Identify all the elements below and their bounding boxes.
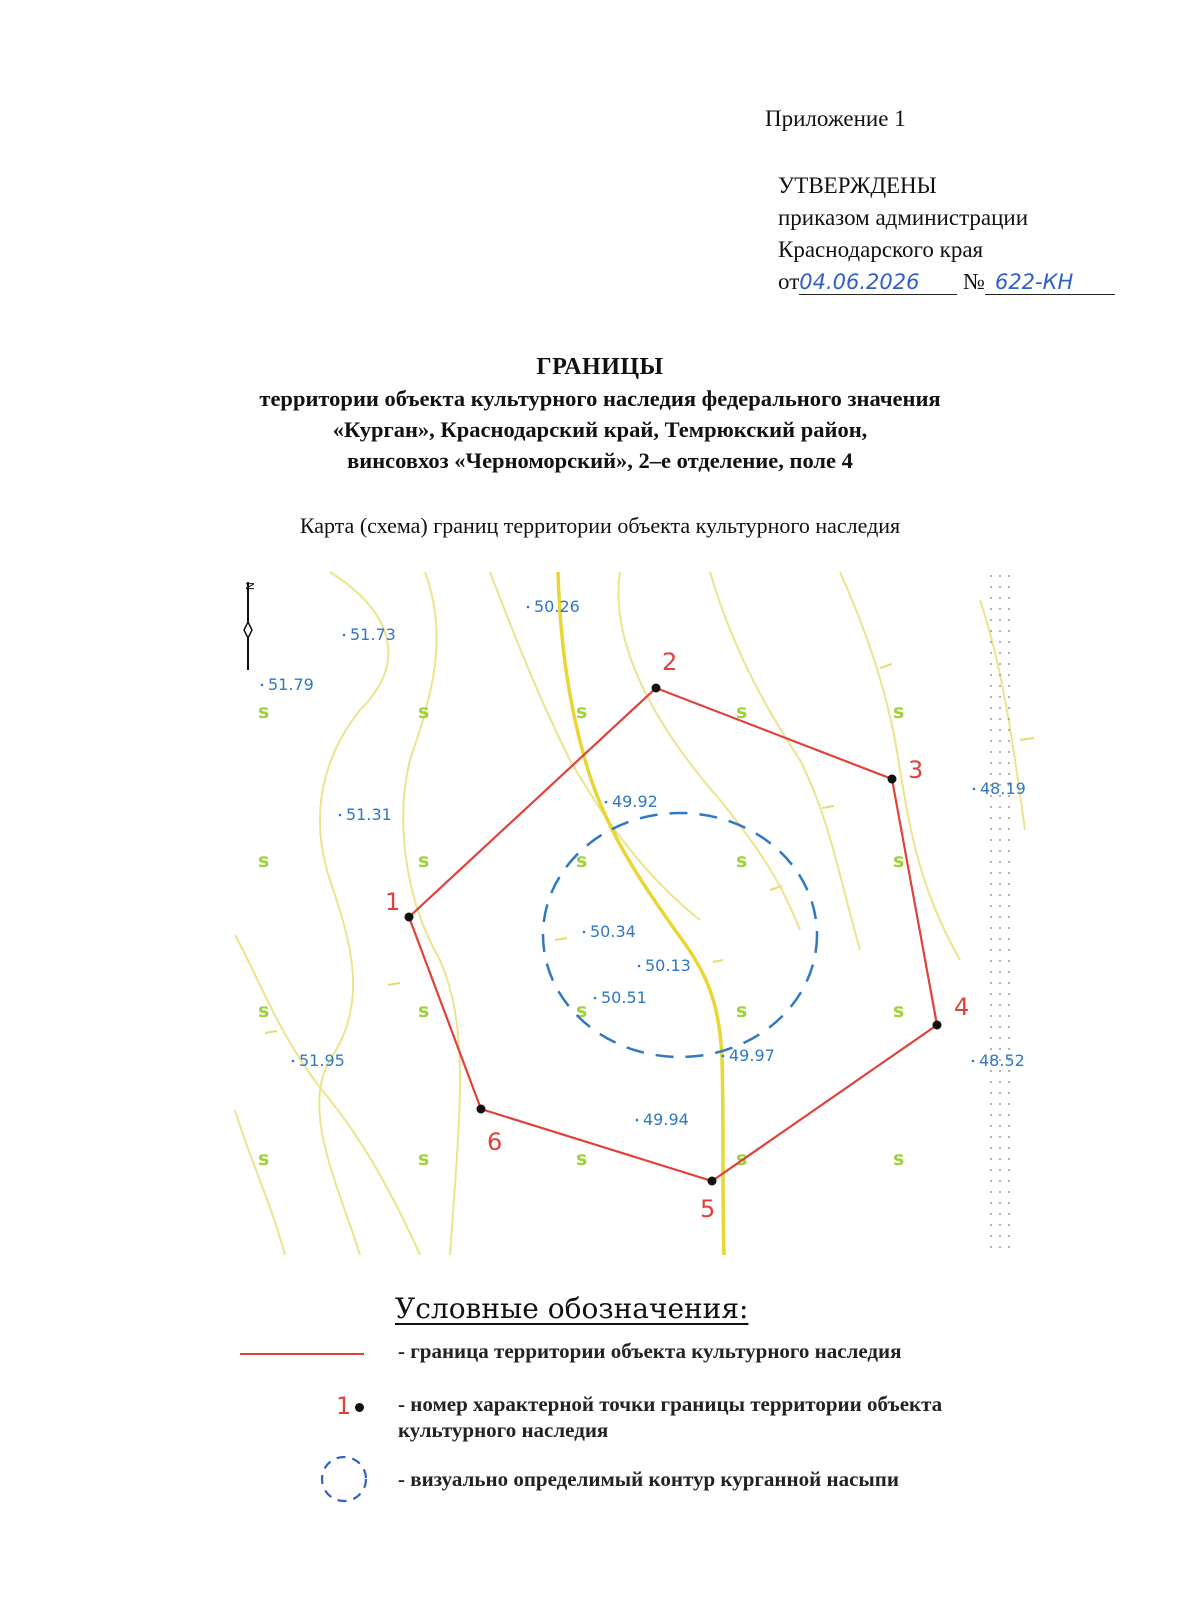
grid-dot	[990, 1180, 992, 1182]
boundary-point-number: 5	[700, 1195, 716, 1223]
legend-point-sample	[336, 1392, 364, 1420]
grid-dot	[999, 1070, 1001, 1072]
grid-dot	[990, 960, 992, 962]
grid-dot	[1008, 982, 1010, 984]
elevation-dot	[339, 814, 342, 817]
grid-dot	[990, 586, 992, 588]
grid-dot	[990, 608, 992, 610]
grid-dot	[990, 707, 992, 709]
grid-dot	[1008, 1114, 1010, 1116]
title-line-2: «Курган», Краснодарский край, Темрюкский район,	[332, 417, 868, 442]
grid-dot	[999, 586, 1001, 588]
grid-dot	[990, 894, 992, 896]
contour-tick	[822, 806, 834, 808]
grid-dot	[990, 619, 992, 621]
vegetation-symbol: ѕ	[576, 701, 588, 723]
grid-dot	[990, 740, 992, 742]
grid-dot	[999, 773, 1001, 775]
grid-dot	[1008, 916, 1010, 918]
grid-dot	[990, 1070, 992, 1072]
grid-dot	[999, 993, 1001, 995]
grid-dot	[999, 1103, 1001, 1105]
grid-dot	[1008, 1191, 1010, 1193]
grid-dot	[999, 883, 1001, 885]
grid-dot	[999, 1081, 1001, 1083]
grid-dot	[999, 1147, 1001, 1149]
grid-dot	[990, 872, 992, 874]
document-title	[0, 352, 1200, 476]
legend-mound-text: - визуально определимый контур курганной насыпи	[398, 1467, 899, 1491]
contour-tick	[555, 938, 567, 940]
grid-dot	[990, 729, 992, 731]
grid-dot	[990, 817, 992, 819]
elevation-label: 51.79	[268, 675, 314, 694]
vegetation-symbol: ѕ	[576, 850, 588, 872]
grid-dot	[1008, 1070, 1010, 1072]
grid-dot	[1008, 905, 1010, 907]
elevation-dot	[972, 1060, 975, 1063]
grid-dot	[990, 773, 992, 775]
contour-line	[710, 572, 860, 950]
elevation-dot	[594, 997, 597, 1000]
boundary-point-number: 4	[954, 993, 970, 1021]
boundary-point	[708, 1177, 717, 1186]
grid-dot	[999, 674, 1001, 676]
grid-dot	[999, 652, 1001, 654]
grid-dot	[999, 916, 1001, 918]
legend-point-text: - номер характерной точки границы территории объекта культурного наследия	[398, 1392, 943, 1442]
grid-dot	[1008, 696, 1010, 698]
date-number-line	[778, 266, 1115, 298]
contour-lines	[235, 572, 1025, 1255]
grid-dot	[990, 949, 992, 951]
grid-dot	[990, 762, 992, 764]
grid-dot	[1008, 850, 1010, 852]
grid-dot	[999, 1125, 1001, 1127]
grid-dot	[999, 982, 1001, 984]
grid-dot	[999, 740, 1001, 742]
elevation-label: 51.73	[350, 625, 396, 644]
contour-tick	[265, 1031, 277, 1033]
grid-dot	[999, 1235, 1001, 1237]
contour-line	[235, 935, 420, 1255]
vegetation-symbol: ѕ	[736, 1000, 748, 1022]
grid-dot	[999, 850, 1001, 852]
elevation-label: 50.34	[590, 922, 636, 941]
vegetation-symbol: ѕ	[576, 1000, 588, 1022]
grid-dot	[1008, 1081, 1010, 1083]
grid-dot	[1008, 707, 1010, 709]
grid-dot	[1008, 685, 1010, 687]
grid-dot	[990, 806, 992, 808]
elevation-dot	[973, 788, 976, 791]
grid-dot	[999, 729, 1001, 731]
grid-dot	[999, 1136, 1001, 1138]
grid-dot	[990, 1114, 992, 1116]
grid-dot	[1008, 1158, 1010, 1160]
boundary-point	[652, 684, 661, 693]
dotted-grid	[990, 575, 1010, 1248]
elevation-dot	[261, 684, 264, 687]
grid-dot	[999, 861, 1001, 863]
elevation-dot	[638, 965, 641, 968]
elevation-label: 49.94	[643, 1110, 689, 1129]
grid-dot	[1008, 883, 1010, 885]
boundary-point-number: 1	[385, 888, 401, 916]
title-main: ГРАНИЦЫ	[536, 354, 664, 380]
grid-dot	[999, 1004, 1001, 1006]
contour-line	[319, 572, 388, 1255]
vegetation-symbol: ѕ	[893, 1148, 905, 1170]
map-subtitle: Карта (схема) границ территории объекта культурного наследия	[299, 513, 901, 538]
grid-dot	[999, 1158, 1001, 1160]
grid-dot	[999, 894, 1001, 896]
grid-dot	[990, 1103, 992, 1105]
grid-dot	[999, 685, 1001, 687]
grid-dot	[999, 630, 1001, 632]
boundary-point	[405, 913, 414, 922]
region-label: Краснодарского края	[778, 237, 984, 262]
grid-dot	[1008, 674, 1010, 676]
grid-dot	[1008, 828, 1010, 830]
grid-dot	[1008, 806, 1010, 808]
grid-dot	[990, 641, 992, 643]
grid-dot	[999, 641, 1001, 643]
grid-dot	[999, 949, 1001, 951]
grid-dot	[1008, 1246, 1010, 1248]
title-line-3: винсовхоз «Черноморский», 2–е отделение, поле 4	[347, 448, 853, 473]
grid-dot	[999, 619, 1001, 621]
grid-dot	[1008, 575, 1010, 577]
grid-dot	[990, 839, 992, 841]
grid-dot	[1008, 762, 1010, 764]
north-arrow-diamond	[244, 622, 252, 638]
elevation-label: 51.95	[299, 1051, 345, 1070]
grid-dot	[1008, 894, 1010, 896]
grid-dot	[990, 982, 992, 984]
grid-dot	[990, 938, 992, 940]
elevation-dot	[343, 634, 346, 637]
grid-dot	[990, 883, 992, 885]
grid-dot	[1008, 740, 1010, 742]
grid-dot	[990, 828, 992, 830]
elevation-label: 51.31	[346, 805, 392, 824]
contour-line	[235, 1110, 285, 1255]
grid-dot	[1008, 773, 1010, 775]
grid-dot	[1008, 663, 1010, 665]
grid-dot	[990, 1037, 992, 1039]
number-prefix: №	[963, 269, 985, 294]
grid-dot	[999, 1180, 1001, 1182]
grid-dot	[999, 663, 1001, 665]
grid-dot	[990, 575, 992, 577]
grid-dot	[990, 696, 992, 698]
elevation-label: 50.13	[645, 956, 691, 975]
vegetation-symbol: ѕ	[258, 701, 270, 723]
grid-dot	[990, 905, 992, 907]
grid-dot	[990, 1015, 992, 1017]
elevation-label: 50.26	[534, 597, 580, 616]
legend-point-dot	[355, 1403, 364, 1412]
grid-dot	[999, 575, 1001, 577]
legend-mound-swatch	[316, 1452, 372, 1506]
grid-dot	[990, 1136, 992, 1138]
grid-dot	[999, 839, 1001, 841]
grid-dot	[990, 1081, 992, 1083]
grid-dot	[999, 707, 1001, 709]
elevation-labels	[261, 597, 1026, 1129]
vegetation-symbol: ѕ	[418, 1148, 430, 1170]
grid-dot	[999, 806, 1001, 808]
grid-dot	[1008, 839, 1010, 841]
grid-dot	[1008, 1015, 1010, 1017]
grid-dot	[990, 1125, 992, 1127]
grid-dot	[1008, 641, 1010, 643]
grid-dot	[1008, 1048, 1010, 1050]
grid-dot	[1008, 1235, 1010, 1237]
grid-dot	[999, 1169, 1001, 1171]
grid-dot	[999, 762, 1001, 764]
grid-dot	[990, 1158, 992, 1160]
vegetation-symbol: ѕ	[736, 1148, 748, 1170]
grid-dot	[1008, 927, 1010, 929]
grid-dot	[990, 1048, 992, 1050]
grid-dot	[990, 718, 992, 720]
grid-dot	[1008, 1125, 1010, 1127]
approved-label: УТВЕРЖДЕНЫ	[778, 173, 937, 198]
date-prefix: от	[778, 269, 800, 294]
grid-dot	[1008, 597, 1010, 599]
grid-dot	[999, 1037, 1001, 1039]
elevation-label: 48.52	[979, 1051, 1025, 1070]
vegetation-symbols	[258, 701, 904, 1170]
grid-dot	[999, 872, 1001, 874]
grid-dot	[999, 1026, 1001, 1028]
grid-dot	[990, 861, 992, 863]
grid-dot	[990, 663, 992, 665]
grid-dot	[1008, 1103, 1010, 1105]
vegetation-symbol: ѕ	[576, 1148, 588, 1170]
contour-tick	[1020, 738, 1034, 740]
grid-dot	[999, 1246, 1001, 1248]
boundary-point	[477, 1105, 486, 1114]
boundary-point-number: 3	[908, 756, 924, 784]
grid-dot	[990, 850, 992, 852]
grid-dot	[1008, 1004, 1010, 1006]
grid-dot	[1008, 1026, 1010, 1028]
legend-mound-ellipse	[322, 1457, 366, 1501]
grid-dot	[999, 1092, 1001, 1094]
grid-dot	[1008, 729, 1010, 731]
boundary-point	[888, 775, 897, 784]
approval-block	[778, 170, 1115, 298]
boundary-point-number: 2	[662, 648, 678, 676]
vegetation-symbol: ѕ	[418, 701, 430, 723]
grid-dot	[990, 993, 992, 995]
contour-tick	[388, 983, 400, 985]
title-line-1: территории объекта культурного наследия федерального значения	[259, 386, 941, 411]
grid-dot	[1008, 1092, 1010, 1094]
order-date: 04.06.2026	[799, 270, 957, 295]
grid-dot	[1008, 619, 1010, 621]
contour-tick	[880, 664, 892, 668]
grid-dot	[999, 828, 1001, 830]
grid-dot	[1008, 1224, 1010, 1226]
grid-dot	[1008, 1202, 1010, 1204]
grid-dot	[999, 971, 1001, 973]
contour-tick	[713, 960, 723, 962]
elevation-label: 50.51	[601, 988, 647, 1007]
grid-dot	[1008, 938, 1010, 940]
elevation-dot	[636, 1119, 639, 1122]
legend-title: Условные обозначения:	[395, 1292, 749, 1325]
grid-dot	[999, 938, 1001, 940]
grid-dot	[1008, 993, 1010, 995]
grid-dot	[1008, 630, 1010, 632]
contour-ticks	[265, 664, 1034, 1033]
territory-boundary	[409, 688, 937, 1181]
north-label: N	[243, 582, 256, 591]
grid-dot	[999, 1191, 1001, 1193]
grid-dot	[1008, 1169, 1010, 1171]
vegetation-symbol: ѕ	[893, 1000, 905, 1022]
elevation-label: 49.92	[612, 792, 658, 811]
elevation-dot	[722, 1055, 725, 1058]
grid-dot	[990, 1213, 992, 1215]
grid-dot	[999, 1048, 1001, 1050]
grid-dot	[1008, 861, 1010, 863]
grid-dot	[990, 1169, 992, 1171]
legend-point-number: 1	[336, 1392, 352, 1420]
grid-dot	[990, 916, 992, 918]
grid-dot	[999, 927, 1001, 929]
grid-dot	[990, 630, 992, 632]
grid-dot	[990, 685, 992, 687]
grid-dot	[999, 1213, 1001, 1215]
boundary-point-number: 6	[487, 1128, 503, 1156]
grid-dot	[1008, 586, 1010, 588]
vegetation-symbol: ѕ	[418, 850, 430, 872]
grid-dot	[990, 1147, 992, 1149]
grid-dot	[1008, 1213, 1010, 1215]
grid-dot	[990, 1191, 992, 1193]
vegetation-symbol: ѕ	[258, 1148, 270, 1170]
grid-dot	[999, 817, 1001, 819]
grid-dot	[999, 608, 1001, 610]
vegetation-symbol: ѕ	[893, 701, 905, 723]
order-label: приказом администрации	[778, 205, 1029, 230]
grid-dot	[999, 1224, 1001, 1226]
grid-dot	[990, 971, 992, 973]
grid-dot	[990, 674, 992, 676]
grid-dot	[1008, 960, 1010, 962]
legend-boundary-text: - граница территории объекта культурного наследия	[398, 1339, 902, 1363]
vegetation-symbol: ѕ	[736, 850, 748, 872]
grid-dot	[999, 1202, 1001, 1204]
grid-dot	[1008, 817, 1010, 819]
grid-dot	[990, 751, 992, 753]
north-arrow	[243, 582, 256, 670]
grid-dot	[999, 751, 1001, 753]
boundary-point	[933, 1021, 942, 1030]
legend-boundary-swatch	[240, 1353, 364, 1355]
grid-dot	[1008, 1147, 1010, 1149]
order-number: 622-КН	[985, 270, 1115, 295]
grid-dot	[1008, 1136, 1010, 1138]
elevation-dot	[527, 606, 530, 609]
grid-dot	[990, 1004, 992, 1006]
grid-dot	[990, 1235, 992, 1237]
grid-dot	[999, 597, 1001, 599]
vegetation-symbol: ѕ	[418, 1000, 430, 1022]
elevation-label: 49.97	[729, 1046, 775, 1065]
elevation-dot	[605, 801, 608, 804]
elevation-dot	[583, 931, 586, 934]
grid-dot	[1008, 971, 1010, 973]
grid-dot	[990, 1092, 992, 1094]
grid-dot	[1008, 751, 1010, 753]
grid-dot	[1008, 1037, 1010, 1039]
grid-dot	[1008, 872, 1010, 874]
grid-dot	[999, 905, 1001, 907]
grid-dot	[990, 597, 992, 599]
vegetation-symbol: ѕ	[893, 850, 905, 872]
grid-dot	[999, 1015, 1001, 1017]
grid-dot	[1008, 718, 1010, 720]
grid-dot	[990, 1026, 992, 1028]
vegetation-symbol: ѕ	[258, 850, 270, 872]
grid-dot	[990, 1224, 992, 1226]
elevation-dot	[292, 1060, 295, 1063]
grid-dot	[999, 696, 1001, 698]
grid-dot	[1008, 1180, 1010, 1182]
annex-label: Приложение 1	[765, 106, 906, 131]
grid-dot	[990, 1246, 992, 1248]
grid-dot	[1008, 949, 1010, 951]
vegetation-symbol: ѕ	[258, 1000, 270, 1022]
grid-dot	[1008, 608, 1010, 610]
grid-dot	[990, 927, 992, 929]
grid-dot	[999, 960, 1001, 962]
vegetation-symbol: ѕ	[736, 701, 748, 723]
grid-dot	[1008, 652, 1010, 654]
boundary-map	[0, 560, 1200, 1260]
grid-dot	[999, 718, 1001, 720]
grid-dot	[990, 1202, 992, 1204]
contour-line	[618, 572, 800, 930]
elevation-label: 48.19	[980, 779, 1026, 798]
grid-dot	[990, 652, 992, 654]
grid-dot	[999, 1114, 1001, 1116]
